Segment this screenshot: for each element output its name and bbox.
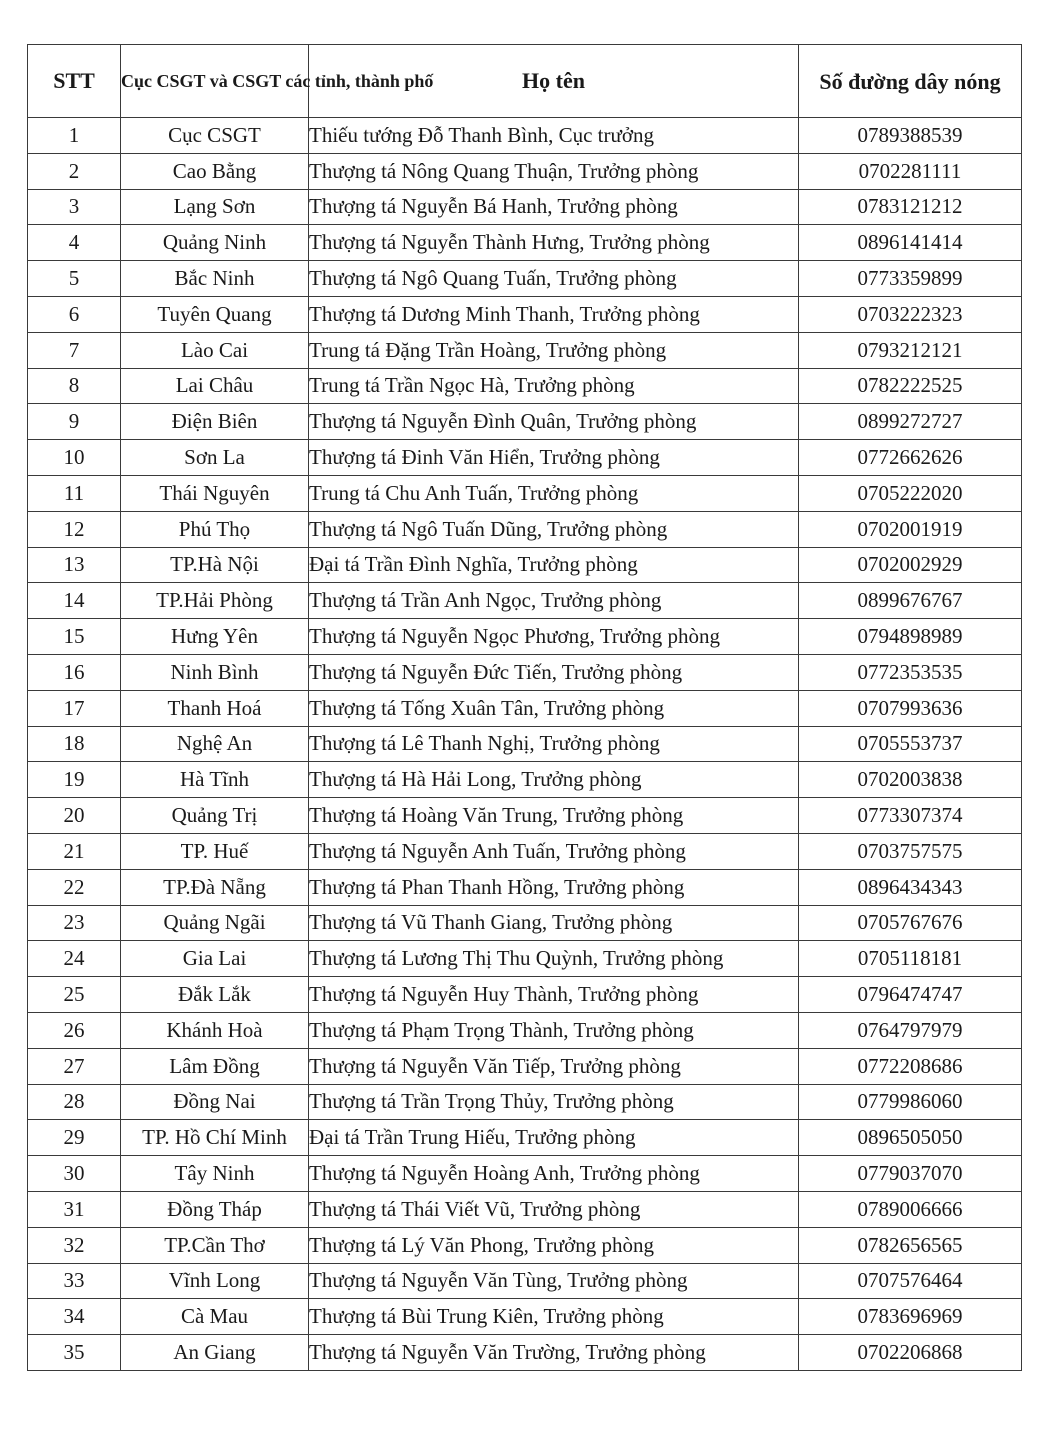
hotline-table: [27, 44, 1022, 1371]
table-row: [28, 511, 1022, 547]
table-row: [28, 404, 1022, 440]
table-row: [28, 1191, 1022, 1227]
unit-cell: Lạng Sơn: [121, 189, 309, 225]
row-number: 24: [28, 941, 121, 977]
row-number: 29: [28, 1120, 121, 1156]
table-row: [28, 977, 1022, 1013]
table-row: [28, 1263, 1022, 1299]
unit-cell: Cao Bằng: [121, 153, 309, 189]
unit-cell: Tây Ninh: [121, 1156, 309, 1192]
row-number: 7: [28, 332, 121, 368]
table-row: [28, 654, 1022, 690]
name-cell: Thượng tá Lương Thị Thu Quỳnh, Trưởng phòng: [309, 941, 799, 977]
name-cell: Trung tá Trần Ngọc Hà, Trưởng phòng: [309, 368, 799, 404]
name-cell: Thượng tá Nguyễn Văn Trường, Trưởng phòng: [309, 1335, 799, 1371]
table-row: [28, 153, 1022, 189]
name-cell: Thượng tá Đinh Văn Hiển, Trưởng phòng: [309, 440, 799, 476]
unit-cell: Cục CSGT: [121, 118, 309, 154]
name-cell: Thượng tá Nguyễn Ngọc Phương, Trưởng phòng: [309, 619, 799, 655]
table-row: [28, 833, 1022, 869]
row-number: 15: [28, 619, 121, 655]
phone-cell: 0764797979: [799, 1012, 1022, 1048]
table-row: [28, 726, 1022, 762]
name-cell: Thượng tá Nguyễn Đình Quân, Trưởng phòng: [309, 404, 799, 440]
phone-cell: 0707993636: [799, 690, 1022, 726]
unit-cell: An Giang: [121, 1335, 309, 1371]
name-cell: Thượng tá Nguyễn Đức Tiến, Trưởng phòng: [309, 654, 799, 690]
row-number: 11: [28, 475, 121, 511]
phone-cell: 0703757575: [799, 833, 1022, 869]
name-cell: Thượng tá Trần Anh Ngọc, Trưởng phòng: [309, 583, 799, 619]
table-row: [28, 368, 1022, 404]
unit-cell: Hưng Yên: [121, 619, 309, 655]
unit-cell: Cà Mau: [121, 1299, 309, 1335]
row-number: 9: [28, 404, 121, 440]
header-stt: STT: [28, 45, 121, 118]
unit-cell: Sơn La: [121, 440, 309, 476]
phone-cell: 0705767676: [799, 905, 1022, 941]
phone-cell: 0772662626: [799, 440, 1022, 476]
phone-cell: 0773307374: [799, 798, 1022, 834]
row-number: 4: [28, 225, 121, 261]
table-row: [28, 440, 1022, 476]
phone-cell: 0896505050: [799, 1120, 1022, 1156]
header-phone: Số đường dây nóng: [799, 45, 1022, 118]
row-number: 20: [28, 798, 121, 834]
row-number: 31: [28, 1191, 121, 1227]
table-row: [28, 118, 1022, 154]
phone-cell: 0705118181: [799, 941, 1022, 977]
phone-cell: 0789006666: [799, 1191, 1022, 1227]
phone-cell: 0702001919: [799, 511, 1022, 547]
unit-cell: Tuyên Quang: [121, 296, 309, 332]
row-number: 18: [28, 726, 121, 762]
table-row: [28, 619, 1022, 655]
row-number: 19: [28, 762, 121, 798]
table-row: [28, 905, 1022, 941]
name-cell: Thượng tá Bùi Trung Kiên, Trưởng phòng: [309, 1299, 799, 1335]
phone-cell: 0796474747: [799, 977, 1022, 1013]
row-number: 13: [28, 547, 121, 583]
unit-cell: TP.Hà Nội: [121, 547, 309, 583]
phone-cell: 0702003838: [799, 762, 1022, 798]
table-row: [28, 1048, 1022, 1084]
name-cell: Thượng tá Nông Quang Thuận, Trưởng phòng: [309, 153, 799, 189]
phone-cell: 0779037070: [799, 1156, 1022, 1192]
name-cell: Thượng tá Nguyễn Anh Tuấn, Trưởng phòng: [309, 833, 799, 869]
unit-cell: Thái Nguyên: [121, 475, 309, 511]
name-cell: Thượng tá Tống Xuân Tân, Trưởng phòng: [309, 690, 799, 726]
row-number: 3: [28, 189, 121, 225]
unit-cell: Phú Thọ: [121, 511, 309, 547]
name-cell: Thượng tá Trần Trọng Thủy, Trưởng phòng: [309, 1084, 799, 1120]
phone-cell: 0789388539: [799, 118, 1022, 154]
name-cell: Thượng tá Nguyễn Văn Tiếp, Trưởng phòng: [309, 1048, 799, 1084]
table-row: [28, 225, 1022, 261]
name-cell: Thượng tá Nguyễn Hoàng Anh, Trưởng phòng: [309, 1156, 799, 1192]
phone-cell: 0896141414: [799, 225, 1022, 261]
header-row: [28, 45, 1022, 118]
table-row: [28, 762, 1022, 798]
row-number: 6: [28, 296, 121, 332]
unit-cell: Nghệ An: [121, 726, 309, 762]
phone-cell: 0783121212: [799, 189, 1022, 225]
name-cell: Thượng tá Nguyễn Huy Thành, Trưởng phòng: [309, 977, 799, 1013]
phone-cell: 0794898989: [799, 619, 1022, 655]
unit-cell: Quảng Ninh: [121, 225, 309, 261]
phone-cell: 0899676767: [799, 583, 1022, 619]
unit-cell: Ninh Bình: [121, 654, 309, 690]
phone-cell: 0705222020: [799, 475, 1022, 511]
table-row: [28, 332, 1022, 368]
name-cell: Thượng tá Nguyễn Bá Hanh, Trưởng phòng: [309, 189, 799, 225]
table-row: [28, 1299, 1022, 1335]
row-number: 23: [28, 905, 121, 941]
unit-cell: TP. Hồ Chí Minh: [121, 1120, 309, 1156]
row-number: 8: [28, 368, 121, 404]
row-number: 16: [28, 654, 121, 690]
unit-cell: Quảng Trị: [121, 798, 309, 834]
table-row: [28, 583, 1022, 619]
name-cell: Thượng tá Nguyễn Văn Tùng, Trưởng phòng: [309, 1263, 799, 1299]
phone-cell: 0703222323: [799, 296, 1022, 332]
phone-cell: 0896434343: [799, 869, 1022, 905]
name-cell: Thượng tá Lý Văn Phong, Trưởng phòng: [309, 1227, 799, 1263]
row-number: 32: [28, 1227, 121, 1263]
table-row: [28, 296, 1022, 332]
unit-cell: TP.Đà Nẵng: [121, 869, 309, 905]
table-row: [28, 1156, 1022, 1192]
unit-cell: Lào Cai: [121, 332, 309, 368]
table-row: [28, 1120, 1022, 1156]
unit-cell: Đồng Nai: [121, 1084, 309, 1120]
name-cell: Thượng tá Nguyễn Thành Hưng, Trưởng phòng: [309, 225, 799, 261]
unit-cell: Điện Biên: [121, 404, 309, 440]
table-row: [28, 941, 1022, 977]
row-number: 12: [28, 511, 121, 547]
name-cell: Thượng tá Dương Minh Thanh, Trưởng phòng: [309, 296, 799, 332]
unit-cell: TP. Huế: [121, 833, 309, 869]
table-row: [28, 1227, 1022, 1263]
table-row: [28, 261, 1022, 297]
unit-cell: Hà Tĩnh: [121, 762, 309, 798]
phone-cell: 0779986060: [799, 1084, 1022, 1120]
row-number: 10: [28, 440, 121, 476]
phone-cell: 0899272727: [799, 404, 1022, 440]
name-cell: Thượng tá Thái Viết Vũ, Trưởng phòng: [309, 1191, 799, 1227]
row-number: 27: [28, 1048, 121, 1084]
table-row: [28, 1012, 1022, 1048]
unit-cell: Quảng Ngãi: [121, 905, 309, 941]
row-number: 21: [28, 833, 121, 869]
unit-cell: TP.Hải Phòng: [121, 583, 309, 619]
name-cell: Thượng tá Ngô Tuấn Dũng, Trưởng phòng: [309, 511, 799, 547]
table-row: [28, 1335, 1022, 1371]
name-cell: Thượng tá Hà Hải Long, Trưởng phòng: [309, 762, 799, 798]
phone-cell: 0702206868: [799, 1335, 1022, 1371]
row-number: 34: [28, 1299, 121, 1335]
name-cell: Đại tá Trần Trung Hiếu, Trưởng phòng: [309, 1120, 799, 1156]
unit-cell: Đắk Lắk: [121, 977, 309, 1013]
name-cell: Thượng tá Phan Thanh Hồng, Trưởng phòng: [309, 869, 799, 905]
row-number: 33: [28, 1263, 121, 1299]
row-number: 28: [28, 1084, 121, 1120]
name-cell: Đại tá Trần Đình Nghĩa, Trưởng phòng: [309, 547, 799, 583]
unit-cell: Lâm Đồng: [121, 1048, 309, 1084]
phone-cell: 0772208686: [799, 1048, 1022, 1084]
phone-cell: 0782222525: [799, 368, 1022, 404]
name-cell: Thượng tá Vũ Thanh Giang, Trưởng phòng: [309, 905, 799, 941]
unit-cell: Lai Châu: [121, 368, 309, 404]
table-row: [28, 189, 1022, 225]
phone-cell: 0783696969: [799, 1299, 1022, 1335]
table-body: [28, 118, 1022, 1371]
phone-cell: 0773359899: [799, 261, 1022, 297]
unit-cell: Gia Lai: [121, 941, 309, 977]
row-number: 5: [28, 261, 121, 297]
table-row: [28, 1084, 1022, 1120]
unit-cell: Thanh Hoá: [121, 690, 309, 726]
row-number: 2: [28, 153, 121, 189]
row-number: 26: [28, 1012, 121, 1048]
phone-cell: 0772353535: [799, 654, 1022, 690]
name-cell: Thiếu tướng Đỗ Thanh Bình, Cục trưởng: [309, 118, 799, 154]
unit-cell: Khánh Hoà: [121, 1012, 309, 1048]
row-number: 14: [28, 583, 121, 619]
phone-cell: 0707576464: [799, 1263, 1022, 1299]
unit-cell: TP.Cần Thơ: [121, 1227, 309, 1263]
name-cell: Thượng tá Hoàng Văn Trung, Trưởng phòng: [309, 798, 799, 834]
table-row: [28, 690, 1022, 726]
table-row: [28, 475, 1022, 511]
phone-cell: 0793212121: [799, 332, 1022, 368]
unit-cell: Bắc Ninh: [121, 261, 309, 297]
phone-cell: 0705553737: [799, 726, 1022, 762]
name-cell: Thượng tá Lê Thanh Nghị, Trưởng phòng: [309, 726, 799, 762]
table-row: [28, 869, 1022, 905]
name-cell: Trung tá Chu Anh Tuấn, Trưởng phòng: [309, 475, 799, 511]
unit-cell: Đồng Tháp: [121, 1191, 309, 1227]
header-name: Họ tên: [309, 45, 799, 118]
row-number: 35: [28, 1335, 121, 1371]
row-number: 17: [28, 690, 121, 726]
row-number: 30: [28, 1156, 121, 1192]
table-row: [28, 798, 1022, 834]
row-number: 1: [28, 118, 121, 154]
phone-cell: 0702281111: [799, 153, 1022, 189]
table-row: [28, 547, 1022, 583]
unit-cell: Vĩnh Long: [121, 1263, 309, 1299]
name-cell: Thượng tá Ngô Quang Tuấn, Trưởng phòng: [309, 261, 799, 297]
row-number: 25: [28, 977, 121, 1013]
name-cell: Thượng tá Phạm Trọng Thành, Trưởng phòng: [309, 1012, 799, 1048]
phone-cell: 0702002929: [799, 547, 1022, 583]
name-cell: Trung tá Đặng Trần Hoàng, Trưởng phòng: [309, 332, 799, 368]
phone-cell: 0782656565: [799, 1227, 1022, 1263]
header-unit: Cục CSGT và CSGT các tỉnh, thành phố: [121, 45, 309, 118]
row-number: 22: [28, 869, 121, 905]
